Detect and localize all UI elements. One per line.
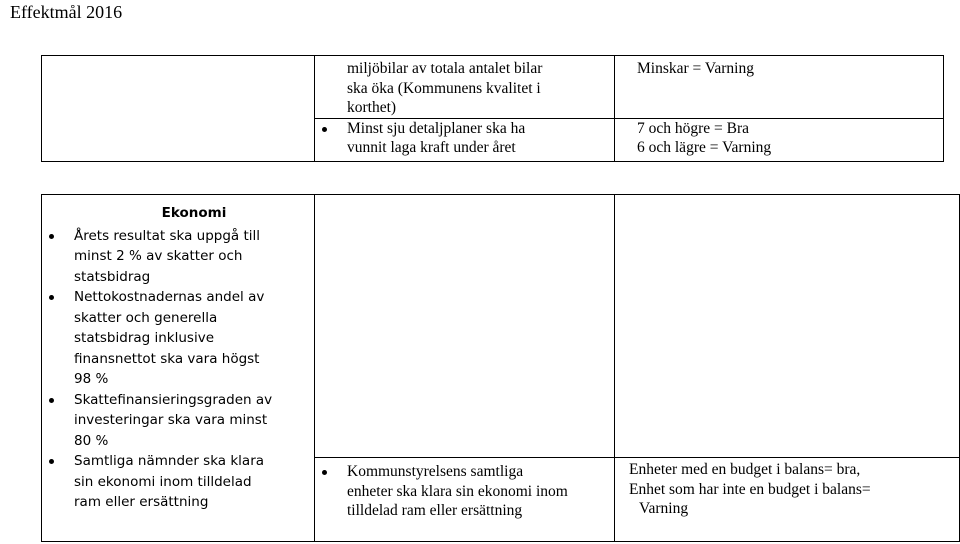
goal-text-line: finansnettot ska vara högst <box>74 350 260 367</box>
goal-text-line: skatter och generella <box>74 309 218 326</box>
goals-table-top <box>41 55 944 162</box>
empty-cell <box>615 195 960 458</box>
goal-text-line: statsbidrag <box>74 268 151 285</box>
measure-text: Enheter med en budget i balans= bra, <box>629 461 861 478</box>
economy-goal-list <box>42 226 314 513</box>
goal-cell <box>315 56 615 119</box>
goal-text-line: Minst sju detaljplaner ska ha <box>347 119 526 137</box>
goals-table-economy <box>41 194 960 542</box>
measure-cell <box>615 118 944 161</box>
goal-text-line: korthet) <box>347 99 397 116</box>
page-title: Effektmål 2016 <box>10 2 123 22</box>
measure-text: Varning <box>639 500 689 517</box>
list-item <box>42 226 314 288</box>
section-heading: Ekonomi <box>161 205 227 221</box>
goal-text-line: minst 2 % av skatter och <box>74 248 243 264</box>
goal-text-line: 80 % <box>74 432 109 449</box>
unit-goal-cell <box>315 458 615 542</box>
list-item <box>42 451 314 513</box>
goal-text-line: 98 % <box>74 371 109 387</box>
measure-text: 6 och lägre = Varning <box>637 139 772 156</box>
measure-text: 7 och högre = Bra <box>637 119 750 137</box>
goal-text-line: investeringar ska vara minst <box>74 412 268 428</box>
measure-text: Minskar = Varning <box>637 60 754 77</box>
goal-text-line: Skattefinansieringsgraden av <box>74 391 273 408</box>
measure-cell <box>615 56 944 119</box>
goal-text-line: Kommunstyrelsens samtliga <box>347 463 524 480</box>
list-item <box>315 462 614 521</box>
measure-text: Enhet som har inte en budget i balans= <box>629 480 871 498</box>
goal-text-line: sin ekonomi inom tilldelad <box>74 473 252 490</box>
goal-text-line: vunnit laga kraft under året <box>347 139 516 156</box>
empty-cell <box>315 195 615 458</box>
economy-goals-cell <box>42 195 315 542</box>
measure-cell <box>615 458 960 542</box>
goal-cell <box>315 118 615 161</box>
goal-text-line: tilldelad ram eller ersättning <box>347 502 523 519</box>
goal-text-line: enheter ska klara sin ekonomi inom <box>347 482 568 500</box>
goal-text-line: Samtliga nämnder ska klara <box>74 453 265 469</box>
goal-text-line: statsbidrag inklusive <box>74 330 215 346</box>
list-item <box>42 390 314 452</box>
goal-text-line: Årets resultat ska uppgå till <box>74 227 261 244</box>
goal-text-line: ska öka (Kommunens kvalitet i <box>347 79 541 97</box>
list-item <box>42 287 314 390</box>
empty-cell <box>42 56 315 162</box>
list-item <box>315 119 614 158</box>
goal-text-line: Nettokostnadernas andel av <box>74 289 265 305</box>
goal-text-line: miljöbilar av totala antalet bilar <box>347 60 543 77</box>
goal-text-line: ram eller ersättning <box>74 494 209 510</box>
